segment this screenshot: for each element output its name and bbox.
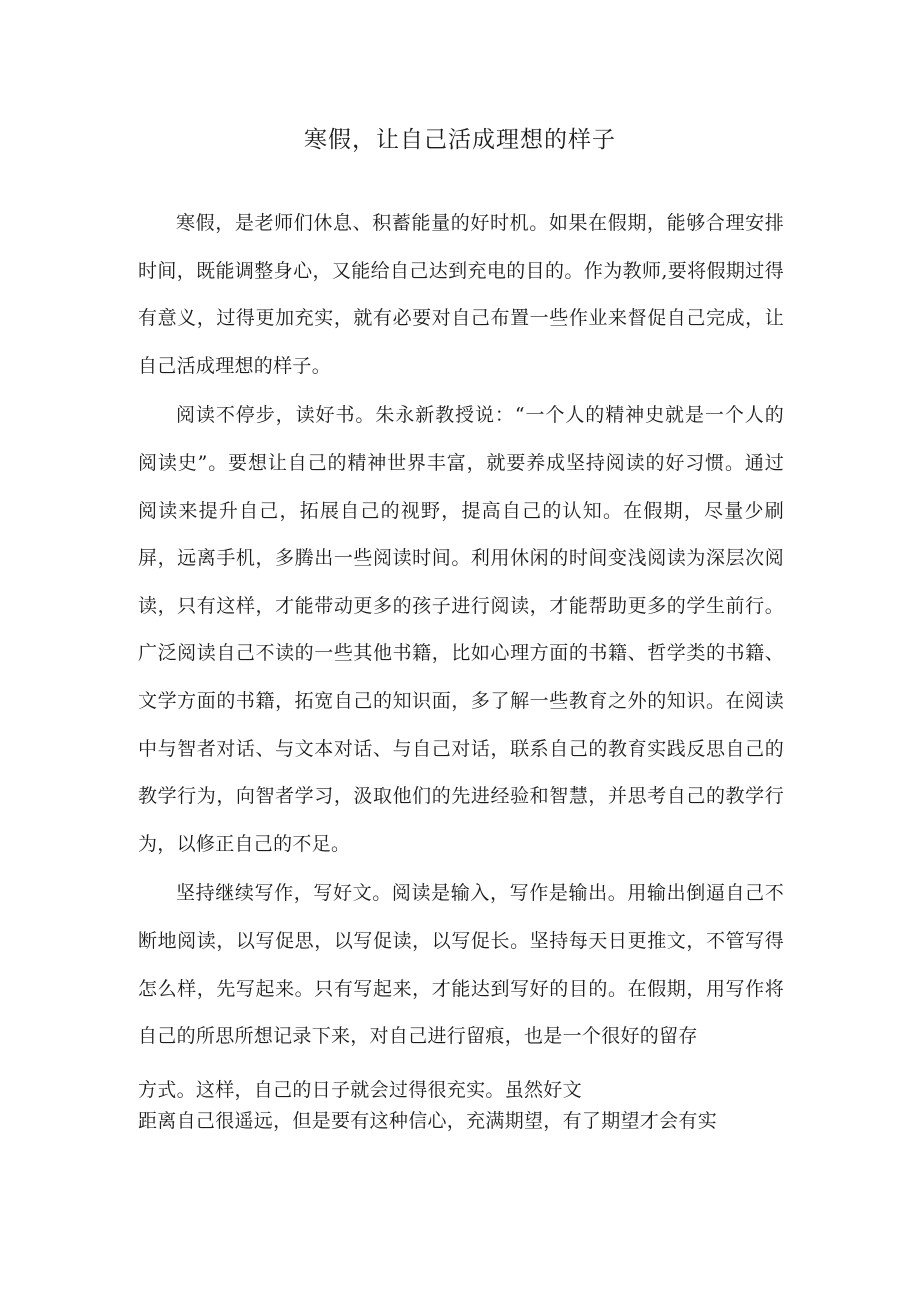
tail-line-2: 距离自己很遥远，但是要有这种信心，充满期望，有了期望才会有实 [138,1110,718,1132]
paragraph-intro: 寒假，是老师们休息、积蓄能量的好时机。如果在假期，能够合理安排时间，既能调整身心，又能给自己达到充电的目的。作为教师,要将假期过得有意义，过得更加充实，就有必要对自己布置一些作业来督促自己完成，让自己活成理想的样子。 [138,212,784,377]
tail-line-1: 方式。这样，自己的日子就会过得很充实。虽然好文 [138,1079,582,1101]
paragraph-writing: 坚持继续写作，写好文。阅读是输入，写作是输出。用输出倒逼自己不断地阅读，以写促思，以写促读，以写促长。坚持每天日更推文，不管写得怎么样，先写起来。只有写起来，才能达到写好的目的。在假期，用写作将自己的所思所想记录下来，对自己进行留痕，也是一个很好的留存 [138,882,784,1048]
document-body [138,200,784,1063]
paragraph-reading: 阅读不停步，读好书。朱永新教授说：“一个人的精神史就是一个人的阅读史”。要想让自己的精神世界丰富，就要养成坚持阅读的好习惯。通过阅读来提升自己，拓展自己的视野，提高自己的认知。在假期，尽量少刷屏，远离手机，多腾出一些阅读时间。利用休闲的时间变浅阅读为深层次阅读，只有这样，才能带动更多的孩子进行阅读，才能帮助更多的学生前行。广泛阅读自己不读的一些其他书籍，比如心理方面的书籍、哲学类的书籍、文学方面的书籍，拓宽自己的知识面，多了解一些教育之外的知识。在阅读中与智者对话、与文本对话、与自己对话，联系自己的教育实践反思自己的教学行为，向智者学习，汲取他们的先进经验和智慧，并思考自己的教学行为，以修正自己的不足。 [138,404,784,855]
document-title: 寒假，让自己活成理想的样子 [304,127,616,153]
